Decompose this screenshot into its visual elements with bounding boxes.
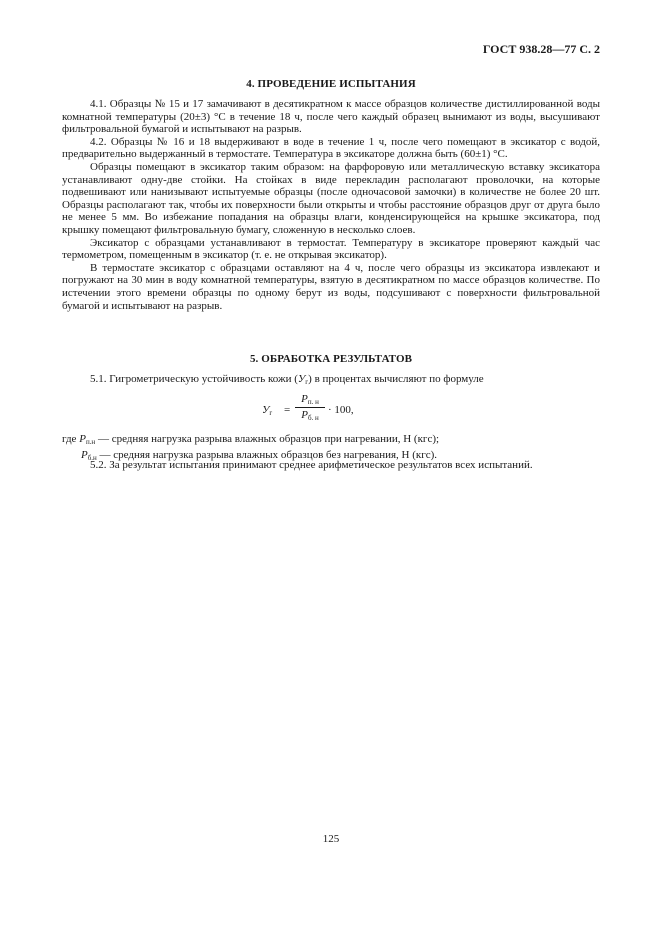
formula-multiplier: · 100, <box>328 404 354 416</box>
formula-den-sub: б. н <box>307 414 319 422</box>
definition-text: — средняя нагрузка разрыва влажных образцов без нагревания, Н (кгс). <box>96 448 438 461</box>
p51-symbol: У <box>297 373 306 385</box>
formula-fraction <box>295 393 325 422</box>
formula-lhs-sub: г <box>269 409 273 417</box>
p51-symbol-sub: г <box>305 378 309 386</box>
definition-sub: б.н <box>87 453 97 462</box>
paragraph-extraction: В термостате эксикатор с образцами оставляют на 4 ч, после чего образцы из эксикатора извлекают и погружают на 30 мин в воду комнатной температуры, взятую в десятикратном по массе образцов количестве. По истечении этого времени образцы по одному берут из воды, подсушивают с поверхности фильтровальной бумагой и испытывают на разрыв. <box>62 261 600 312</box>
paragraph-4-1: 4.1. Образцы № 15 и 17 замачивают в десятикратном к массе образцов количестве дистиллированной воды комнатной температуры (20±3) °С в течение 18 ч, после чего каждый образец вынимают из воды, высушивают фильтровальной бумагой и испытывают на разрыв. <box>62 98 600 136</box>
paragraph-4-2: 4.2. Образцы № 16 и 18 выдерживают в воде в течение 1 ч, после чего помещают в эксикатор с водой, предварительно выдержанный в термостате. Температура в эксикаторе должна быть (60±1) °С. <box>62 135 600 161</box>
section-4-title: 4. ПРОВЕДЕНИЕ ИСПЫТАНИЯ <box>246 78 416 90</box>
definition-symbol: P <box>79 433 86 445</box>
formula-numerator <box>295 393 325 408</box>
paragraph-5-2: 5.2. За результат испытания принимают среднее арифметическое результатов всех испытаний. <box>90 459 533 471</box>
section-5-2 <box>62 459 600 472</box>
formula-lhs <box>262 404 272 417</box>
definition-p-pn <box>62 433 600 449</box>
section-4-body <box>62 98 600 312</box>
p51-text-before: 5.1. Гигрометрическую устойчивость кожи ( <box>90 373 298 385</box>
definition-text: — средняя нагрузка разрыва влажных образцов при нагревании, Н (кгс); <box>95 433 440 445</box>
section-5-title: 5. ОБРАБОТКА РЕЗУЛЬТАТОВ <box>249 353 413 365</box>
page-number: 125 <box>322 833 340 845</box>
formula-denominator <box>295 408 325 422</box>
paragraph-placement: Образцы помещают в эксикатор таким образом: на фарфоровую или металлическую вставку эксикатора устанавливают одну-две стойки. На стойках в виде перекладин располагают проволочки, на которые подвешивают или нанизывают испытуемые образцы (после одночасовой замочки) в количестве не более 20 шт. Образцы располагают так, чтобы их поверхности были открыты и чтобы расстояние образцов друг от друга было не менее 5 мм. Во избежание попадания на образцы влаги, конденсирующейся на крышке эксикатора, под крышку помещают фильтровальную бумагу, сложенную в несколько слоев. <box>62 160 600 236</box>
formula-lhs-symbol: У <box>262 404 270 416</box>
formula-num-sub: п. н <box>307 398 319 406</box>
formula <box>262 393 462 433</box>
formula-equals: = <box>284 404 291 416</box>
p51-text-after: ) в процентах вычисляют по формуле <box>308 373 484 385</box>
paragraph-5-1 <box>62 373 600 389</box>
definition-symbol: P <box>81 448 88 461</box>
definition-prefix: где <box>62 433 80 445</box>
paragraph-thermostat: Эксикатор с образцами устанавливают в термостат. Температуру в эксикаторе проверяют каждый час термометром, помещенным в эксикатор (т. е. не открывая эксикатор). <box>62 236 600 262</box>
formula-num-symbol: P <box>301 393 308 405</box>
document-header: ГОСТ 938.28—77 С. 2 <box>482 42 600 56</box>
definition-sub: п.н <box>85 438 96 446</box>
section-5-1 <box>62 373 600 389</box>
formula-den-symbol: P <box>301 409 308 421</box>
